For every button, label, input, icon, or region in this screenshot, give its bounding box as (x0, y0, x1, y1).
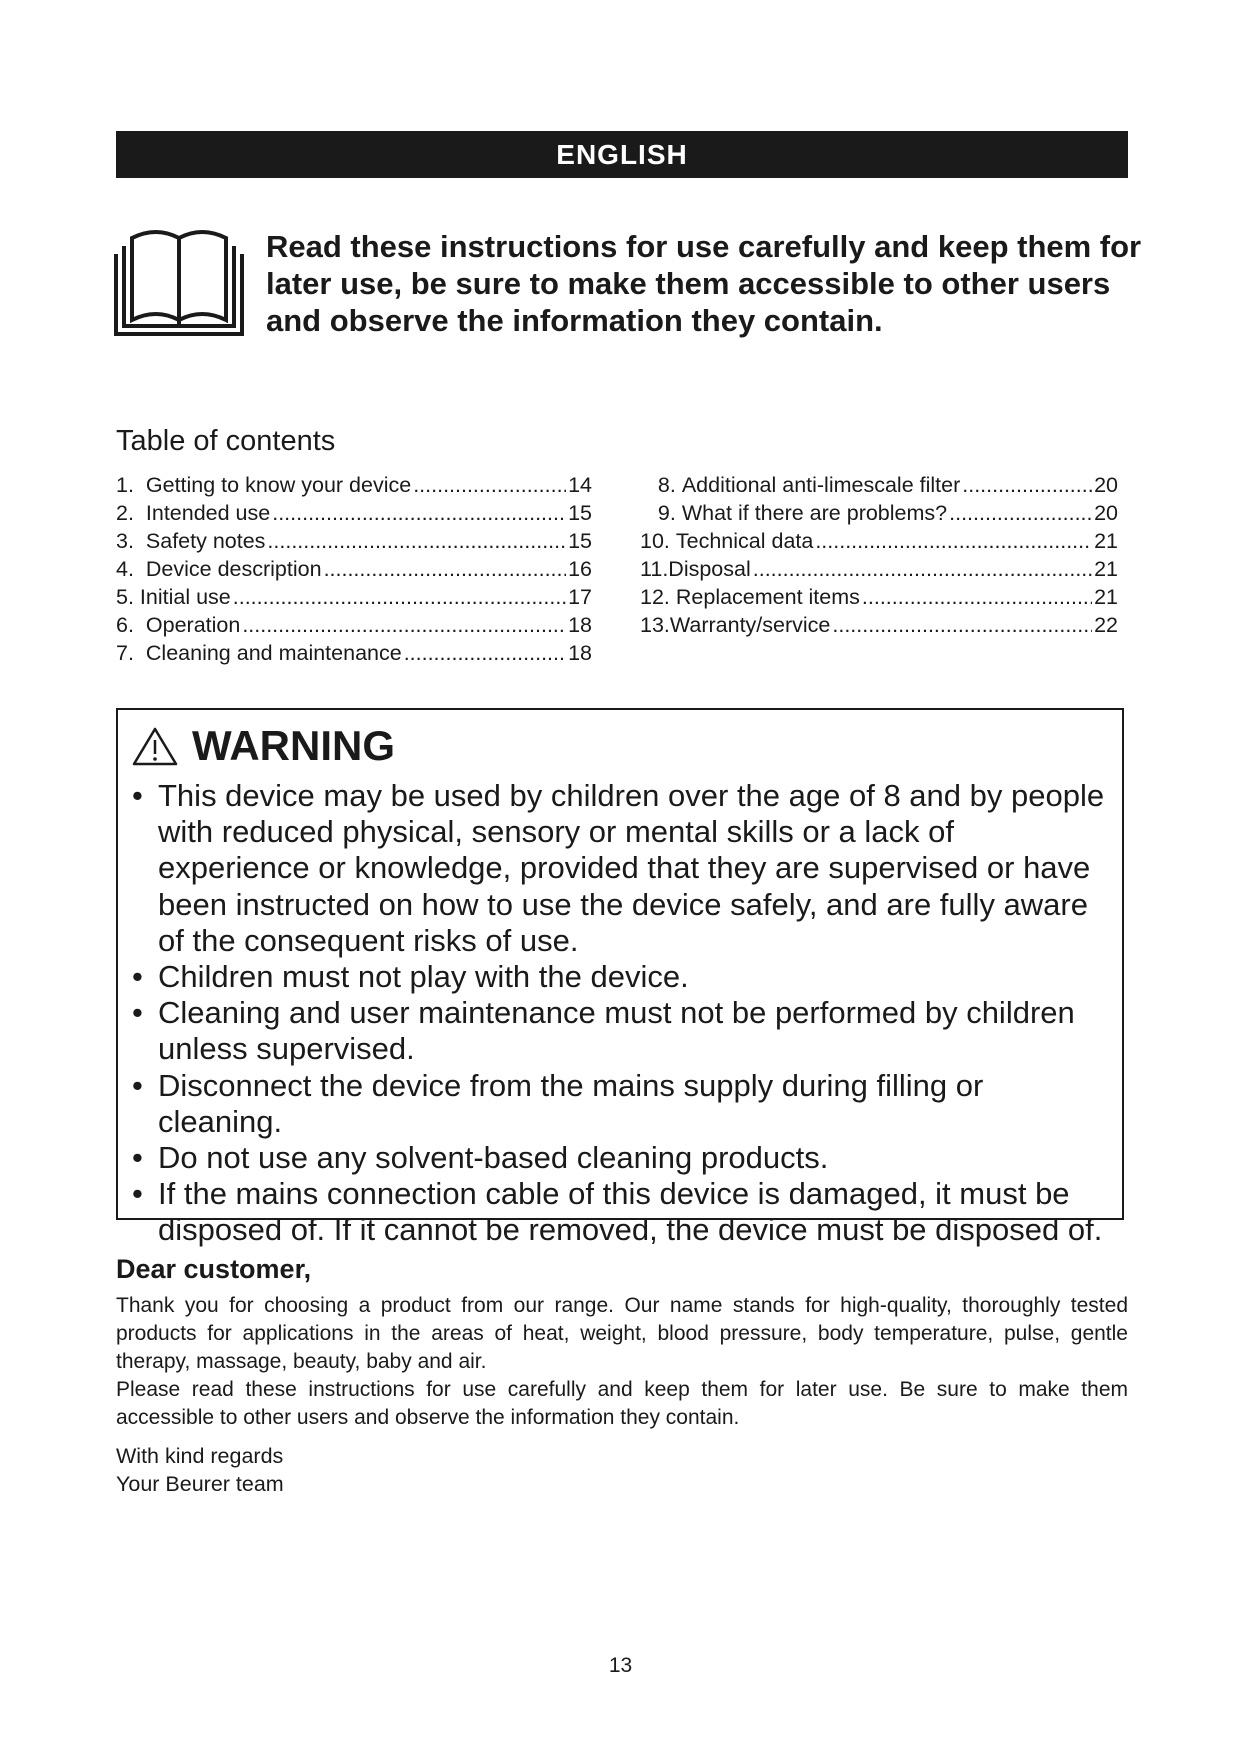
toc-entry-label: Warranty/service (669, 613, 831, 637)
warning-title: WARNING (192, 722, 395, 769)
toc-entry-label: Intended use (145, 501, 271, 525)
warning-item: • Disconnect the device from the mains supply during filling or cleaning. (158, 1068, 1112, 1140)
toc-entry (116, 639, 592, 667)
toc-leader-dots (267, 527, 566, 555)
toc-entry-label: Replacement items (675, 585, 860, 609)
toc-entry-label: Operation (145, 613, 241, 637)
toc-entry (116, 499, 592, 527)
warning-item: • This device may be used by children over the age of 8 and by people with reduced physical, sensory or mental skills or a lack of experience or knowledge, provided that they are supervised or have been instructed on how to use the device safely, and are fully aware of the consequent risks of use. (158, 778, 1112, 959)
toc-entry-label: Additional anti-limescale filter (681, 473, 961, 497)
toc-entry-number: 9. (640, 501, 682, 525)
intro-text: Read these instructions for use carefully and keep them for later use, be sure to make them accessible to other users and observe the information they contain. (266, 229, 1142, 338)
toc-entry (116, 471, 592, 499)
toc-entry-label: Safety notes (145, 529, 266, 553)
toc-entry-number: 8. (640, 473, 682, 497)
toc-entry (116, 611, 592, 639)
warning-item: • If the mains connection cable of this device is damaged, it must be disposed of. If it cannot be removed, the device must be disposed of. (158, 1176, 1112, 1248)
toc-entry-number: 4. (116, 557, 146, 581)
toc-entry-label: Disposal (668, 557, 751, 581)
toc-left-column (116, 471, 592, 667)
toc-entry-label: Device description (145, 557, 322, 581)
warning-item: • Cleaning and user maintenance must not be performed by children unless supervised. (158, 995, 1112, 1067)
toc-entry-page: 21 (1094, 585, 1118, 609)
warning-item: • Children must not play with the device. (158, 959, 1112, 995)
toc-entry-label: Technical data (675, 529, 814, 553)
toc-title: Table of contents (116, 425, 336, 457)
toc-entry-number: 2. (116, 501, 146, 525)
toc-entry-number: 10. (640, 529, 676, 553)
closing-team: Your Beurer team (116, 1472, 284, 1496)
toc-entry-page: 21 (1094, 557, 1118, 581)
toc-entry (640, 499, 1118, 527)
warning-header (132, 720, 395, 772)
toc-entry-number: 3. (116, 529, 146, 553)
toc-entry-page: 14 (568, 473, 592, 497)
toc-leader-dots (832, 611, 1092, 639)
toc-entry-number: 5. (116, 585, 140, 609)
toc-entry (640, 555, 1118, 583)
toc-entry (640, 583, 1118, 611)
toc-entry-number: 6. (116, 613, 146, 637)
toc-entry (640, 611, 1118, 639)
open-book-icon (114, 228, 244, 340)
toc-entry-number: 12. (640, 585, 676, 609)
toc-entry-page: 22 (1094, 613, 1118, 637)
language-header: ENGLISH (116, 131, 1128, 178)
customer-paragraph-2: Please read these instructions for use carefully and keep them for later use. Be sure to make them accessible to other users and observe the information they contain. (116, 1378, 1128, 1429)
toc-entry-page: 15 (568, 529, 592, 553)
toc-entry-page: 16 (568, 557, 592, 581)
toc-right-column (640, 471, 1118, 639)
toc-entry-page: 15 (568, 501, 592, 525)
toc-entry-label: What if there are problems? (681, 501, 948, 525)
toc-entry-number: 11. (640, 557, 669, 581)
toc-entry (116, 527, 592, 555)
toc-entry-label: Getting to know your device (145, 473, 412, 497)
toc-leader-dots (949, 499, 1092, 527)
toc-leader-dots (815, 527, 1092, 555)
warning-box (116, 708, 1124, 1248)
toc-leader-dots (862, 583, 1092, 611)
customer-greeting: Dear customer, (116, 1254, 312, 1284)
toc-entry-label: Initial use (139, 585, 231, 609)
page-number: 13 (608, 1654, 633, 1677)
toc-entry (640, 527, 1118, 555)
toc-entry-page: 18 (568, 641, 592, 665)
toc-entry (640, 471, 1118, 499)
toc-leader-dots (324, 555, 567, 583)
closing (116, 1442, 284, 1498)
toc-leader-dots (272, 499, 566, 527)
toc-leader-dots (413, 471, 566, 499)
warning-list (118, 778, 1112, 1249)
toc-leader-dots (753, 555, 1092, 583)
toc-entry-label: Cleaning and maintenance (145, 641, 402, 665)
customer-paragraph-1: Thank you for choosing a product from our range. Our name stands for high-quality, thoroughly tested products for applications in the areas of heat, weight, blood pressure, body temperature, pulse, gentle therapy, massage, beauty, baby and air. (116, 1294, 1128, 1373)
toc-entry-number: 13. (640, 613, 670, 637)
toc-entry-page: 20 (1094, 501, 1118, 525)
toc-entry-number: 1. (116, 473, 146, 497)
toc-leader-dots (404, 639, 566, 667)
toc-leader-dots (233, 583, 566, 611)
toc-leader-dots (242, 611, 566, 639)
toc-entry-page: 18 (568, 613, 592, 637)
toc-entry-number: 7. (116, 641, 146, 665)
toc-entry-page: 20 (1094, 473, 1118, 497)
toc-entry (116, 555, 592, 583)
toc-leader-dots (962, 471, 1092, 499)
closing-regards: With kind regards (116, 1444, 284, 1468)
warning-triangle-icon (132, 726, 178, 766)
toc-entry-page: 21 (1094, 529, 1118, 553)
warning-item: • Do not use any solvent-based cleaning products. (158, 1140, 1112, 1176)
toc-entry-page: 17 (568, 585, 592, 609)
toc-entry (116, 583, 592, 611)
